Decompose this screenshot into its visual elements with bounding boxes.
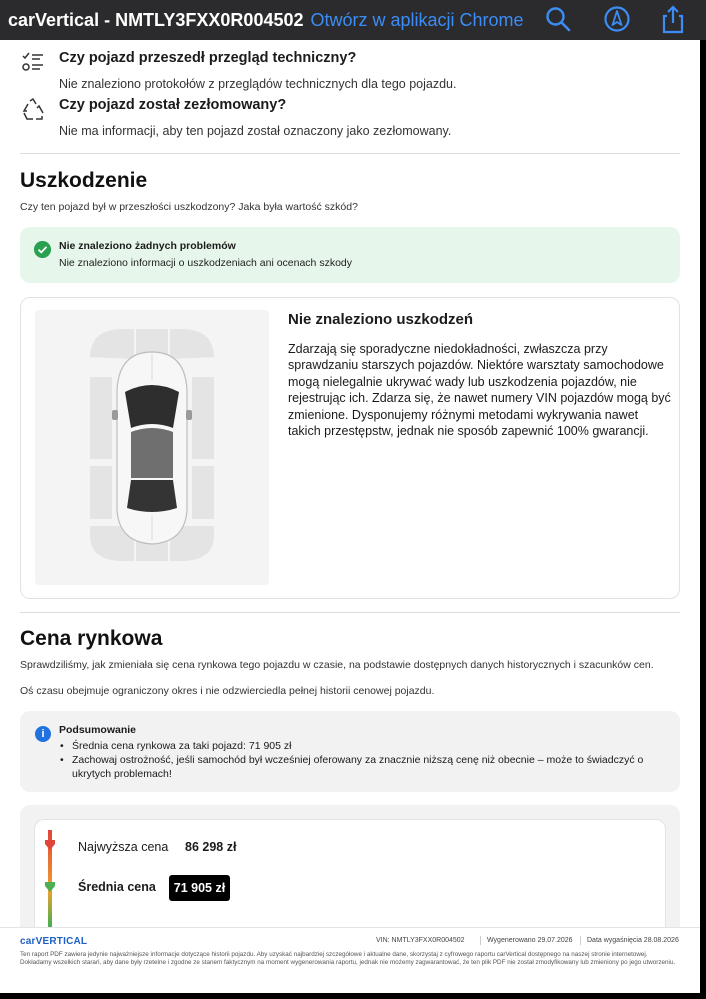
average-price-value: 71 905 zł bbox=[169, 875, 230, 901]
car-diagram bbox=[35, 310, 269, 585]
summary-list bbox=[59, 740, 669, 781]
carvertical-logo: carVERTICAL bbox=[20, 936, 88, 947]
search-icon[interactable] bbox=[543, 4, 573, 34]
footer-separator bbox=[580, 936, 581, 945]
damage-subtitle: Czy ten pojazd był w przeszłości uszkodzony? Jaka była wartość szkód? bbox=[20, 201, 358, 213]
footer-generated-date: Wygenerowano 29.07.2026 bbox=[487, 937, 573, 944]
report-footer bbox=[0, 927, 700, 993]
section-divider bbox=[20, 153, 680, 154]
average-price-marker-icon bbox=[45, 882, 55, 892]
average-price-label: Średnia cena bbox=[78, 880, 156, 894]
page-title: carVertical - NMTLY3FXX0R004502 bbox=[8, 9, 304, 30]
no-problems-title: Nie znaleziono żadnych problemów bbox=[59, 240, 236, 252]
inspection-question: Czy pojazd przeszedł przegląd techniczny? bbox=[59, 50, 357, 66]
footer-legal-text: Ten raport PDF zawiera jedynie najważniejsze informacje dotyczące historii pojazdu. Aby uzyskać najbardziej szczegółowe i aktualne dane, skorzystaj z cyfrowego raportu carVertical dostępnego na naszej stronie internetowej. Dokładamy wszelkich starań, aby dane były rzetelne i zgodne ze stanem faktycznym na moment wygenerowania raportu, jednak nie możemy zagwarantować, że ten plik PDF nie został zmodyfikowany lub zmieniony po jego utworzeniu. bbox=[20, 951, 676, 967]
no-damage-text: Zdarzają się sporadyczne niedokładności, zwłaszcza przy sprawdzaniu starszych pojazdów. Niektóre warsztaty samochodowe mogą nielegalnie ukrywać wady lub uszkodzenia pojazdów, nie rejestrując ich. Zdarza się, że nawet numery VIN pojazdów mogą być zmienione. Dysponujemy różnymi metodami wykrywania nawet takich przestępstw, jednak nie sposób zapewnić 100% gwarancji. bbox=[288, 342, 671, 439]
summary-item: • Średnia cena rynkowa za taki pojazd: 71 905 zł bbox=[59, 740, 669, 754]
screen-edge bbox=[0, 993, 706, 999]
report-page bbox=[0, 40, 700, 993]
scrapped-question: Czy pojazd został zezłomowany? bbox=[59, 97, 287, 113]
market-price-text-2: Oś czasu obejmuje ograniczony okres i nie odzwierciedla pełnej historii cenowej pojazdu. bbox=[20, 685, 435, 697]
highest-price-label: Najwyższa cena bbox=[78, 840, 169, 854]
no-problems-text: Nie znaleziono informacji o uszkodzeniach ani ocenach szkody bbox=[59, 257, 352, 269]
car-top-view-icon bbox=[35, 310, 269, 585]
browser-top-bar bbox=[0, 0, 706, 40]
no-problems-banner bbox=[20, 227, 680, 283]
summary-item: • Zachowaj ostrożność, jeśli samochód był wcześniej oferowany za znacznie niższą cenę niż obecnie – może to świadczyć o ukrytych problemach! bbox=[59, 754, 669, 782]
damage-card bbox=[20, 297, 680, 599]
recycle-icon bbox=[20, 97, 46, 123]
footer-vin: VIN: NMTLY3FXX0R004502 bbox=[376, 937, 465, 944]
inspection-answer: Nie znaleziono protokołów z przeglądów technicznych dla tego pojazdu. bbox=[59, 77, 457, 91]
damage-heading: Uszkodzenie bbox=[20, 169, 148, 192]
market-price-text-1: Sprawdziliśmy, jak zmieniała się cena rynkowa tego pojazdu w czasie, na podstawie dostępnych danych historycznych i szacunków cen. bbox=[20, 659, 654, 671]
screen-edge bbox=[700, 40, 706, 999]
scrapped-question-row bbox=[20, 97, 286, 123]
open-in-app-link[interactable]: Otwórz w aplikacji Chrome bbox=[310, 9, 524, 30]
no-damage-title: Nie znaleziono uszkodzeń bbox=[288, 311, 474, 328]
highest-price-value: 86 298 zł bbox=[185, 840, 237, 854]
section-divider bbox=[20, 612, 680, 613]
info-icon: i bbox=[35, 726, 51, 742]
checklist-icon bbox=[20, 50, 46, 76]
share-icon[interactable] bbox=[658, 4, 688, 34]
inspection-question-row bbox=[20, 50, 356, 76]
footer-expiry-date: Data wygaśnięcia 28.08.2026 bbox=[587, 937, 679, 944]
scrapped-answer: Nie ma informacji, aby ten pojazd został oznaczony jako zezłomowany. bbox=[59, 124, 452, 138]
compass-icon[interactable] bbox=[602, 4, 632, 34]
check-circle-icon bbox=[34, 241, 51, 258]
price-summary-box bbox=[20, 711, 680, 792]
market-price-heading: Cena rynkowa bbox=[20, 627, 163, 650]
footer-separator bbox=[480, 936, 481, 945]
highest-price-marker-icon bbox=[45, 840, 55, 850]
summary-title: Podsumowanie bbox=[59, 724, 137, 736]
